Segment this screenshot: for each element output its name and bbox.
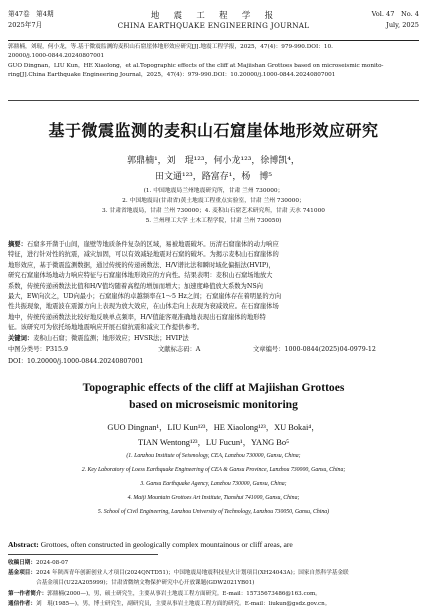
journal-name-zh: 地 震 工 程 学 报 — [150, 10, 277, 20]
citation-line: 郭鼎楠，刘琨，何小龙，等.基于微震监测的麦积山石窟崖体地形效应研究[J].地震工程学报，2025，47(4)：979-990.DOI：10. — [8, 44, 333, 50]
abstract-line: 性共振现象，地震波在震源方向上表现为放大效应，在山体走向上表现为衰减效应。在石窟崖体场 — [8, 303, 279, 311]
first-author-label: 第一作者简介： — [8, 590, 48, 597]
abstract-line: 特征，进行针对性的抗震，减灾加固，可以有效减轻地震对石窟的破坏。为揭示麦积山石窟崖体的 — [8, 251, 279, 259]
citation-line: 20000/j.1000-0844.20240807001 — [8, 53, 105, 60]
abstract-en-text: Grottoes, often constructed in geologically complex mountainous or cliff areas, are — [38, 540, 293, 549]
abstract-line: 研究石窟崖体场地动力响应特征与石窟崖体地形效应的方向性。结果表明：麦积山石窟场地放大 — [8, 272, 273, 280]
article-meta-zh — [8, 345, 419, 355]
abstract-label: 摘要： — [8, 241, 27, 248]
fund-label: 基金项目： — [8, 570, 36, 577]
affiliation-zh: 5. 兰州理工大学 土木工程学院，甘肃 兰州 730050) — [145, 218, 282, 224]
authors-zh: 田文通¹²³，路富存¹，杨 博⁵ — [154, 172, 273, 182]
citation-block — [8, 43, 419, 80]
footnotes — [8, 558, 419, 609]
abstract-line: 石窟多开凿于山间，崖壁等地质条件复杂的区域，易被地震破坏。历清石窟崖体的动力响应 — [26, 241, 279, 248]
abstract-en — [8, 540, 419, 549]
affiliation-en: 4. Maiji Mountain Grottoes Art Institute, Tianshui 741000, Gansu, China; — [127, 495, 300, 501]
title-en: based on microseismic monitoring — [129, 398, 298, 411]
journal-name-en: CHINA EARTHQUAKE ENGINEERING JOURNAL — [117, 21, 310, 30]
corresponding-author-text: 刘 琨(1985—)，男，博士研究生，副研究员，主要从事岩土地震工程方面的研究。E-mail：liukun@gsdz.gov.cn。 — [35, 600, 331, 607]
volume-issue-zh: 第47卷 第4期 — [8, 10, 54, 18]
abstract-line: 地中，传统传递函数法比较好地反映单点频率，H/V值能客观准确地表现出石窟崖体的地形特 — [8, 313, 266, 321]
volume-issue-en: Vol. 47 No. 4 — [371, 10, 419, 18]
document-code: 文献标志码：A — [158, 346, 201, 353]
article-id: 文章编号：1000-0844(2025)04-0979-12 — [253, 346, 376, 353]
abstract-en-label: Abstract: — [8, 540, 39, 549]
affiliation-en: 5. School of Civil Engineering, Lanzhou University of Technology, Lanzhou 730050, Gansu, China) — [97, 509, 330, 515]
received-date: 2024-08-07 — [35, 560, 69, 566]
authors-en: GUO Dingnan¹，LIU Kun¹²³，HE Xiaolong¹²³，XU Bokai⁴， — [107, 423, 320, 432]
affiliation-zh: (1. 中国地震局兰州地震研究所，甘肃 兰州 730000； — [143, 188, 284, 194]
divider — [8, 100, 419, 101]
keywords-zh — [8, 334, 419, 344]
authors-en: TIAN Wentong¹²³，LU Fucun¹，YANG Bo⁵ — [137, 438, 289, 447]
corresponding-author-label: 通信作者： — [8, 600, 36, 607]
affiliation-en: 2. Key Laboratory of Loess Earthquake Engineering of CEA & Gansu Province, Lanzhou 730000, Gansu, China; — [81, 467, 346, 473]
citation-line: GUO Dingnan，LIU Kun，HE Xiaolong，et al.Topographic effects of the cliff at Majiishan Grottoes based on microseismic monito- — [8, 62, 384, 69]
title-en: Topographic effects of the cliff at Majiishan Grottoes — [82, 381, 345, 394]
received-label: 收稿日期： — [8, 560, 36, 566]
authors-zh: 郭鼎楠¹，刘 琨¹²³，何小龙¹²³，徐博凯⁴， — [127, 156, 300, 166]
abstract-line: 最大，EW向次之，UD向最小；石窟崖体的卓越频率在1～5 Hz之间；石窟崖体存在着明显的方向 — [8, 293, 282, 301]
abstract-line: 征。该研究可为依托场地地震响应开展石窟抗震和减灾工作提供参考。 — [8, 324, 204, 332]
fund-text: 合基金项目(U22A205999)；甘肃省微纳文物保护研究中心开放课题(GDW2021YB01) — [36, 580, 255, 587]
date-en: July, 2025 — [386, 21, 419, 29]
affiliation-zh: 3. 甘肃省地震局，甘肃 兰州 730000；4. 麦积山石窟艺术研究所，甘肃 天水 741000 — [102, 208, 325, 214]
first-author-text: 郭鼎楠(2000—)，男，硕士研究生，主要从事岩土地震工程方面研究。E-mail：15735673486@163.com。 — [47, 590, 321, 597]
citation-line: ring[J].China Earthquake Engineering Journal，2025，47(4)：979-990.DOI：10.20000/j.1000-0844.20240807001 — [8, 71, 336, 78]
keywords-label: 关键词： — [8, 335, 34, 342]
abstract-line: 系数，传统传递函数法比值和H/V值均随着高程的增加而增大；加速度峰值放大系数为NS向 — [8, 282, 263, 290]
abstract-line: 地形效应，基于微震监测数据，通过传统的传递函数法、H/V谱比法和瞬时域化偏振法(HVIP)， — [8, 261, 275, 269]
affiliation-en: 3. Gansu Earthquake Agency, Lanzhou 730000, Gansu, China; — [140, 481, 287, 487]
keywords-text: 麦积山石窟；微震监测；地形效应；HVSR法；HVIP法 — [33, 335, 189, 342]
abstract-zh — [8, 240, 419, 334]
running-header — [8, 6, 419, 41]
clc-number: 中图分类号：P315.9 — [8, 346, 69, 353]
doi-zh[interactable]: DOI：10.20000/j.1000-0844.20240807001 — [8, 358, 144, 365]
fund-text: 2024 年陕西青年创新创业人才项目(2024QNTD51)；中国地震局地震科技星火计划项目(XH24043A)；国家自然科学基金联 — [35, 570, 349, 577]
footnote-divider — [8, 554, 158, 555]
affiliation-en: (1. Lanzhou Institute of Seismology, CEA, Lanzhou 730000, Gansu, China; — [126, 453, 301, 459]
affiliation-zh: 2. 中国地震局(甘肃省)黄土地震工程重点实验室，甘肃 兰州 730000； — [122, 198, 305, 204]
date-zh: 2025年7月 — [8, 21, 43, 29]
title-zh: 基于微震监测的麦积山石窟崖体地形效应研究 — [48, 121, 379, 140]
